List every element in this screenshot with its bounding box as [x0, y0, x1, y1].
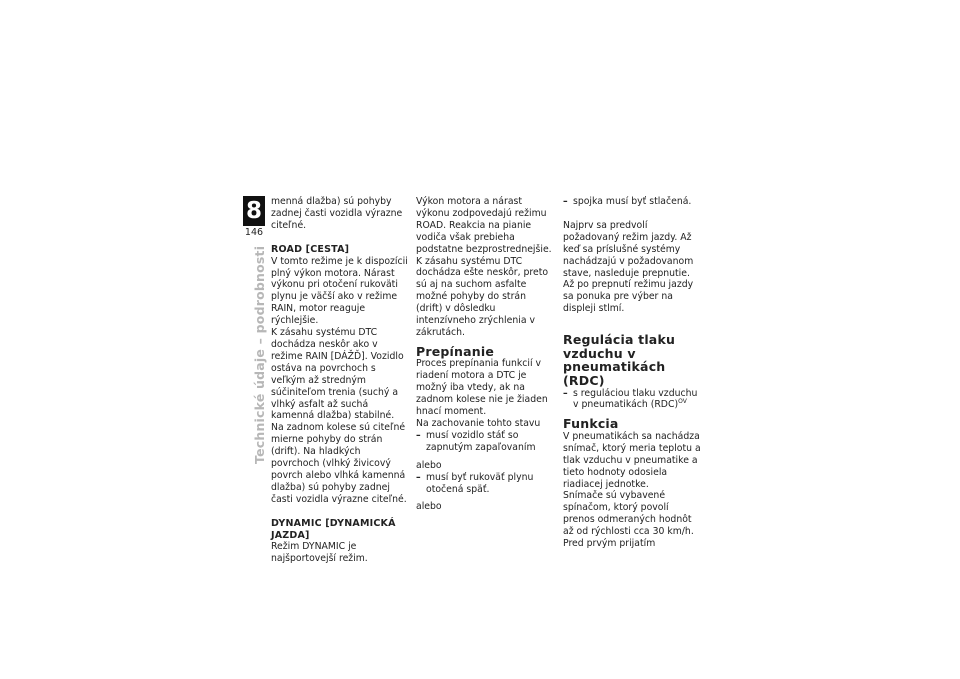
page-number: 146 — [244, 227, 264, 238]
dash-icon: – — [416, 471, 421, 483]
list-item — [416, 472, 554, 496]
list-item — [563, 388, 701, 412]
paragraph: menná dlažba) sú pohyby zadnej časti vozidla výrazne citeľné. — [271, 196, 403, 231]
heading-road: ROAD [CESTA] — [271, 243, 350, 255]
paragraph: Výkon motora a nárast výkonu zodpovedajú režimu ROAD. Reakcia na pianie vodiča však prebieha podstatne bezprostrednejšie. — [416, 196, 552, 255]
dash-icon: – — [563, 196, 568, 207]
paragraph: Proces prepínania funkcií v riadení motora a DTC je možný iba vtedy, ak na zadnom kolese nie je žiaden hnací moment. — [416, 358, 548, 418]
paragraph: Najprv sa predvolí požadovaný režim jazdy. Až keď sa príslušné systémy nachádzajú v požadovanom stave, nasleduje prepnutie. Až po prepnutí režimu jazdy sa ponuka pre výber na displeji stlmí. — [563, 219, 694, 315]
paragraph-or: alebo — [416, 459, 442, 471]
list-item — [416, 430, 554, 454]
heading-funkcia: Funkcia — [563, 416, 619, 432]
ov-superscript: OV — [678, 398, 687, 406]
list-item-text: musí vozidlo stáť so zapnutým zapaľovaním — [426, 429, 536, 453]
dash-icon: – — [416, 429, 421, 441]
heading-dynamic: DYNAMIC [DYNAMICKÁ JAZDA] — [271, 517, 396, 541]
paragraph: Režim DYNAMIC je najšportovejší režim. — [271, 541, 368, 565]
list-item-text: spojka musí byť stlačená. — [573, 196, 692, 207]
chapter-side-title: Technické údaje – podrobnosti — [252, 245, 267, 464]
heading-prepinanie: Prepínanie — [416, 343, 495, 359]
paragraph: K zásahu systému DTC dochádza neskôr ako v režime RAIN [DÁŽĎ]. Vozidlo ostáva na povrchoch s veľkým až stredným súčiniteľom trenia (suchý a vlhký asfalt až suchá kamenná dlažba) stabilné. Na zadnom kolese sú citeľné mierne pohyby do strán (drift). Na hladkých povrchoch (vlhký živicový povrch alebo vlhká kamenná dlažba) sú pohyby zadnej časti vozidla výrazne citeľné. — [271, 327, 407, 505]
chapter-side-title-wrap — [243, 240, 265, 470]
column-1 — [271, 196, 409, 565]
paragraph: V pneumatikách sa nachádza snímač, ktorý meria teplotu a tlak vzduchu v pneumatike a tieto hodnoty odosiela riadiacej jednotke. — [563, 430, 701, 490]
paragraph: V tomto režime je k dispozícii plný výkon motora. Nárast výkonu pri otočení rukoväti plynu je väčší ako v režime RAIN, motor reaguje rýchlejšie. — [271, 255, 408, 327]
paragraph: Na zachovanie tohto stavu — [416, 418, 541, 429]
list-item — [563, 196, 701, 208]
paragraph: Snímače sú vybavené spínačom, ktorý povolí prenos odmeraných hodnôt až od rýchlosti cca 30 km/h. Pred prvým prijatím — [563, 490, 694, 550]
paragraph: K zásahu systému DTC dochádza ešte neskôr, preto sú aj na suchom asfalte možné pohyby do strán (drift) v dôsledku intenzívneho zrýchlenia v zákrutách. — [416, 255, 549, 338]
dash-icon: – — [563, 387, 568, 399]
column-2 — [416, 196, 554, 513]
paragraph-or: alebo — [416, 501, 442, 513]
list-item-text: s reguláciou tlaku vzduchu v pneumatikách (RDC) — [573, 387, 698, 411]
list-item-text: musí byť rukoväť plynu otočená späť. — [426, 471, 534, 495]
chapter-number: 8 — [243, 196, 265, 226]
heading-rdc: Regulácia tlaku vzduchu v pneumatikách (RDC) — [563, 332, 676, 388]
column-3 — [563, 196, 701, 550]
